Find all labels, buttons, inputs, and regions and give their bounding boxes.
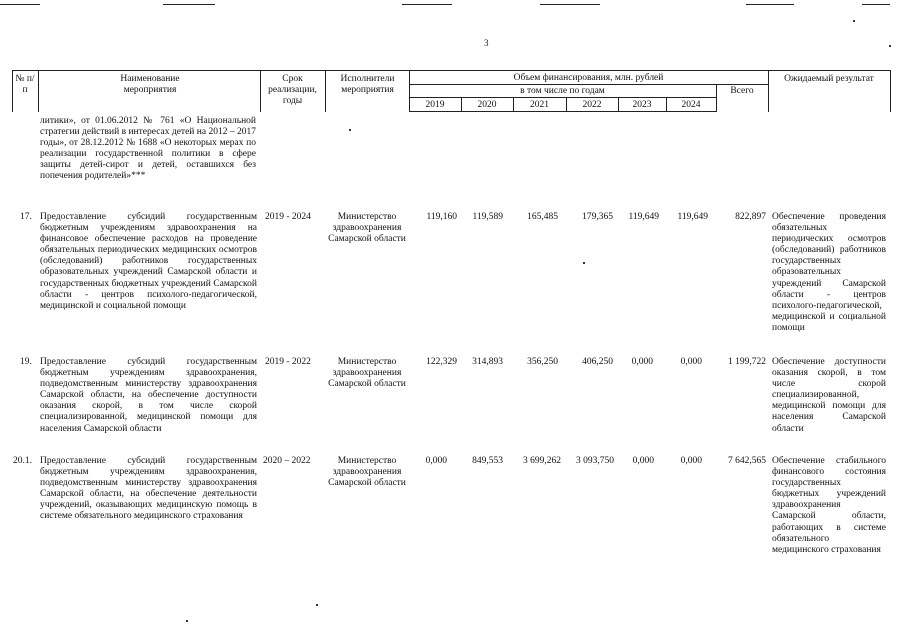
col-border [890, 70, 891, 112]
header-year: 2022 [582, 100, 602, 110]
scan-speck [583, 262, 585, 264]
top-edge-mark [402, 4, 452, 5]
col-border [260, 70, 261, 112]
page-number: 3 [484, 38, 489, 48]
col-border [12, 70, 13, 112]
row-name: Предоставление субсидий государственным бюджетным учреждениям здравоохранения, подведомственным министерству здравоохранения Самарской области, на обеспечение доступности оказания скорой, в том числе скорой специализированной, медицинской помощи для населения Самарской области [40, 357, 257, 434]
row-total: 822,897 [735, 212, 766, 222]
row-value-2020: 314,893 [472, 357, 503, 367]
scan-speck [349, 129, 351, 131]
header-term: Срок реализации, годы [268, 74, 317, 106]
header-sub-border [409, 84, 768, 85]
row-term: 2019 - 2024 [265, 212, 311, 222]
row-value-2023: 119,649 [628, 212, 659, 222]
header-total: Всего [730, 86, 754, 96]
row-value-2022: 179,365 [582, 212, 613, 222]
header-result: Ожидаемый результат [784, 74, 874, 84]
row-total: 1 199,722 [728, 357, 766, 367]
table-top-border [12, 70, 890, 71]
row-executor: Министерство здравоохранения Самарской области [328, 357, 406, 390]
header-num: № п/п [15, 74, 35, 95]
row-name: Предоставление субсидий государственным бюджетным учреждениям здравоохранения, подведомственным министерству здравоохранения Самарской области, на обеспечение деятельности учреждений, оказывающих медицинскую помощь в системе обязательного медицинского страхования [40, 456, 257, 522]
continuation-text: литики», от 01.06.2012 № 761 «О Национальной стратегии действий в интересах детей на 2012 – 2017 годы», от 28.12.2012 № 1688 «О некоторых мерах по реализации государственной политики в сфере защиты детей-сирот и детей, оставшихся без попечения родителей»*** [40, 116, 256, 182]
row-value-2020: 119,589 [472, 212, 503, 222]
scan-speck [853, 20, 855, 22]
row-value-2019: 0,000 [425, 456, 447, 466]
top-edge-mark [0, 4, 40, 5]
col-border [38, 70, 39, 112]
row-value-2024: 119,649 [677, 212, 708, 222]
row-result: Обеспечение доступности оказания скорой, в том числе скорой специализированной, медицинской помощи для населения Самарской области [772, 357, 886, 434]
scan-speck [889, 45, 891, 47]
row-value-2021: 356,250 [527, 357, 558, 367]
row-value-2023: 0,000 [631, 357, 653, 367]
top-edge-mark [862, 4, 890, 5]
row-result: Обеспечение стабильного финансового состояния государственных бюджетных учреждений здравоохранения Самарской области, работающих в системе обязательного медицинского страхования [772, 456, 886, 555]
header-years-border [409, 97, 716, 98]
header-executors: Исполнители мероприятия [340, 74, 395, 95]
row-number: 19. [20, 357, 32, 367]
row-value-2019: 122,329 [426, 357, 457, 367]
row-term: 2020 – 2022 [263, 456, 311, 466]
row-number: 20.1. [13, 456, 32, 466]
row-value-2024: 0,000 [680, 357, 702, 367]
row-value-2019: 119,160 [426, 212, 457, 222]
row-value-2022: 406,250 [582, 357, 613, 367]
row-value-2023: 0,000 [632, 456, 654, 466]
header-by-years: в том числе по годам [520, 86, 605, 96]
col-border [325, 70, 326, 112]
header-year: 2021 [530, 100, 549, 110]
header-funding: Объем финансирования, млн. рублей [513, 73, 664, 83]
top-edge-mark [163, 4, 215, 5]
header-year: 2023 [632, 100, 652, 110]
row-value-2020: 849,553 [472, 456, 503, 466]
row-value-2021: 3 699,262 [523, 456, 561, 466]
header-year: 2019 [425, 100, 445, 110]
row-value-2021: 165,485 [527, 212, 558, 222]
header-year: 2020 [477, 100, 497, 110]
row-value-2022: 3 093,750 [576, 456, 614, 466]
top-edge-mark [540, 4, 600, 5]
row-total: 7 642,565 [728, 456, 766, 466]
row-number: 17. [20, 212, 32, 222]
col-border [768, 70, 769, 112]
header-bottom-border [409, 111, 716, 112]
row-result: Обеспечение проведения обязательных периодических осмотров (обследований) работников государственных образовательных учреждений Самарской области - центров психолого-педагогической, медицинской и социальной помощи [772, 212, 886, 333]
header-year: 2024 [681, 100, 701, 110]
row-executor: Министерство здравоохранения Самарской области [328, 456, 406, 489]
top-edge-mark [746, 4, 794, 5]
row-name: Предоставление субсидий государственным бюджетным учреждениям здравоохранения на финансовое обеспечение расходов на проведение обязательных периодических медицинских осмотров (обследований) работников государственных образовательных учреждений Самарской области и государственных бюджетных учреждений Самарской области - центров психолого-педагогической, медицинской и социальной помощи [40, 212, 257, 311]
row-value-2024: 0,000 [680, 456, 702, 466]
scan-speck [316, 604, 318, 606]
row-executor: Министерство здравоохранения Самарской области [328, 212, 406, 245]
row-term: 2019 - 2022 [265, 357, 311, 367]
scan-speck [186, 620, 188, 622]
header-name: Наименование мероприятия [120, 74, 180, 95]
